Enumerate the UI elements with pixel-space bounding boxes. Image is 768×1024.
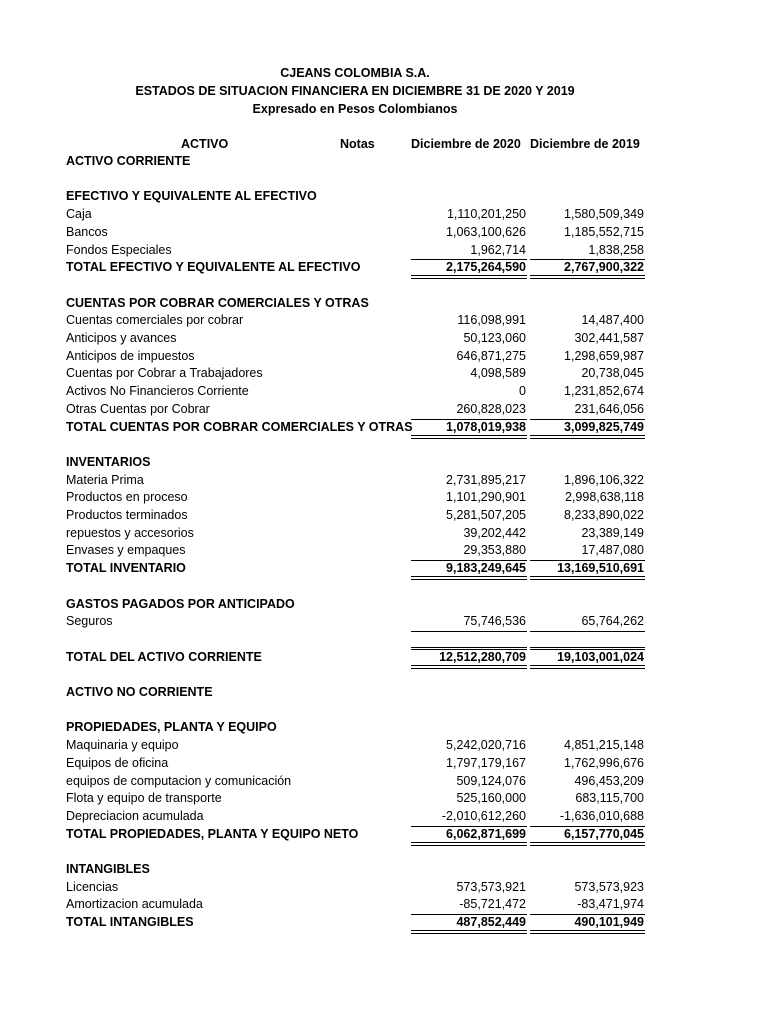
item-row — [0, 488, 768, 506]
value-2020: 487,852,449 — [456, 915, 526, 930]
spacer-row — [0, 276, 768, 294]
row-label: Licencias — [66, 879, 119, 894]
double-underline-rule — [411, 930, 527, 934]
value-2020: 2,175,264,590 — [446, 260, 526, 275]
value-2020: 573,573,921 — [456, 879, 526, 894]
spacer-row — [0, 701, 768, 719]
section-row — [0, 453, 768, 471]
grandtotal-row — [0, 648, 768, 666]
item-row — [0, 772, 768, 790]
item-row — [0, 878, 768, 896]
underline-rule — [411, 647, 527, 648]
value-2019: -83,471,974 — [577, 897, 644, 912]
item-row — [0, 205, 768, 223]
column-header-notas: Notas — [340, 137, 375, 151]
item-row — [0, 506, 768, 524]
value-2020: 1,797,179,167 — [446, 755, 526, 770]
column-header-activo: ACTIVO — [181, 137, 229, 151]
row-label: Maquinaria y equipo — [66, 738, 179, 753]
total-row — [0, 913, 768, 931]
value-2020: 9,183,249,645 — [446, 561, 526, 576]
section-row — [0, 294, 768, 312]
row-label: TOTAL EFECTIVO Y EQUIVALENTE AL EFECTIVO — [66, 260, 361, 275]
underline-rule — [530, 914, 645, 915]
row-label: ACTIVO NO CORRIENTE — [66, 685, 213, 699]
value-2019: -1,636,010,688 — [559, 808, 644, 823]
value-2020: -85,721,472 — [459, 897, 526, 912]
item-row — [0, 364, 768, 382]
underline-rule — [411, 631, 527, 632]
item-row — [0, 311, 768, 329]
value-2020: 116,098,991 — [457, 313, 526, 328]
underline-rule — [411, 419, 527, 420]
value-2020: 1,110,201,250 — [446, 207, 526, 222]
value-2019: 1,580,509,349 — [564, 207, 644, 222]
item-row — [0, 541, 768, 559]
spacer-row — [0, 842, 768, 860]
value-2020: 0 — [519, 384, 526, 399]
value-2019: 3,099,825,749 — [564, 419, 644, 434]
item-row — [0, 347, 768, 365]
row-label: TOTAL CUENTAS POR COBRAR COMERCIALES Y OTRAS — [66, 419, 413, 434]
spacer-row — [0, 170, 768, 188]
section-row — [0, 595, 768, 613]
row-label: Flota y equipo de transporte — [66, 791, 222, 806]
row-label: Seguros — [66, 614, 113, 629]
value-2020: 50,123,060 — [463, 331, 526, 345]
value-2019: 573,573,923 — [574, 879, 644, 894]
value-2020: 4,098,589 — [470, 366, 526, 381]
item-row — [0, 754, 768, 772]
value-2020: 29,353,880 — [463, 543, 526, 558]
row-label: equipos de computacion y comunicación — [66, 773, 292, 788]
row-label: CUENTAS POR COBRAR COMERCIALES Y OTRAS — [66, 295, 369, 310]
value-2019: 231,646,056 — [574, 401, 644, 416]
value-2019: 17,487,080 — [581, 543, 644, 558]
underline-rule — [411, 826, 527, 827]
value-2019: 683,115,700 — [575, 791, 644, 806]
section-row — [0, 860, 768, 878]
value-2020: -2,010,612,260 — [441, 808, 526, 823]
item-row — [0, 382, 768, 400]
underline-rule — [530, 649, 645, 650]
item-row — [0, 471, 768, 489]
value-2019: 13,169,510,691 — [557, 561, 644, 576]
row-label: GASTOS PAGADOS POR ANTICIPADO — [66, 596, 295, 611]
value-2020: 525,160,000 — [456, 791, 526, 806]
row-label: Anticipos de impuestos — [66, 348, 195, 363]
row-label: PROPIEDADES, PLANTA Y EQUIPO — [66, 720, 277, 735]
double-underline-rule — [530, 930, 645, 934]
underline-rule — [411, 259, 527, 260]
value-2020: 39,202,442 — [463, 525, 526, 540]
row-label: Cuentas por Cobrar a Trabajadores — [66, 366, 263, 381]
item-row — [0, 895, 768, 913]
item-row — [0, 400, 768, 418]
row-label: Equipos de oficina — [66, 755, 169, 770]
underline-rule — [530, 259, 645, 260]
value-2020: 1,101,290,901 — [446, 490, 526, 505]
item-row — [0, 807, 768, 825]
underline-rule — [411, 914, 527, 915]
item-row — [0, 241, 768, 259]
item-row — [0, 789, 768, 807]
value-2019: 490,101,949 — [574, 915, 644, 930]
value-2020: 260,828,023 — [456, 401, 526, 416]
spacer-row — [0, 435, 768, 453]
total-row — [0, 825, 768, 843]
item-row — [0, 524, 768, 542]
row-label: INTANGIBLES — [66, 862, 150, 876]
row-label: Envases y empaques — [66, 543, 186, 558]
value-2020: 12,512,280,709 — [439, 649, 526, 664]
section-row — [0, 718, 768, 736]
row-label: INVENTARIOS — [66, 454, 151, 469]
total-row — [0, 418, 768, 436]
row-label: Anticipos y avances — [66, 331, 177, 345]
row-label: Fondos Especiales — [66, 242, 172, 257]
total-row — [0, 559, 768, 577]
value-2020: 1,063,100,626 — [446, 224, 526, 239]
row-label: Amortizacion acumulada — [66, 897, 203, 912]
value-2019: 14,487,400 — [581, 313, 644, 328]
row-label: Otras Cuentas por Cobrar — [66, 401, 210, 416]
item-row — [0, 329, 768, 347]
main-row — [0, 152, 768, 170]
spacer-row — [0, 577, 768, 595]
value-2020: 5,281,507,205 — [446, 508, 526, 522]
statement-subtitle: Expresado en Pesos Colombianos — [252, 102, 458, 116]
value-2019: 2,998,638,118 — [564, 490, 644, 505]
row-label: Depreciacion acumulada — [66, 808, 204, 823]
value-2019: 19,103,001,024 — [557, 649, 644, 664]
total-row — [0, 258, 768, 276]
value-2019: 496,453,209 — [574, 773, 644, 788]
value-2020: 1,078,019,938 — [446, 419, 526, 434]
company-name: CJEANS COLOMBIA S.A. — [280, 66, 430, 80]
row-label: Bancos — [66, 224, 108, 239]
value-2019: 1,896,106,322 — [564, 472, 644, 487]
statement-title: ESTADOS DE SITUACION FINANCIERA EN DICIEMBRE 31 DE 2020 Y 2019 — [135, 84, 575, 98]
value-2019: 23,389,149 — [581, 525, 644, 540]
value-2019: 1,185,552,715 — [564, 224, 644, 239]
value-2020: 5,242,020,716 — [446, 738, 526, 753]
value-2019: 1,838,258 — [588, 242, 644, 257]
row-label: TOTAL DEL ACTIVO CORRIENTE — [66, 649, 262, 664]
value-2020: 646,871,275 — [456, 348, 526, 363]
value-2019: 6,157,770,045 — [564, 826, 644, 841]
column-header-2020: Diciembre de 2020 — [411, 137, 521, 151]
spacer-row — [0, 665, 768, 683]
underline-rule — [530, 826, 645, 827]
row-label: repuestos y accesorios — [66, 525, 194, 540]
row-label: ACTIVO CORRIENTE — [66, 154, 191, 168]
row-label: Productos en proceso — [66, 490, 188, 505]
value-2019: 8,233,890,022 — [564, 508, 644, 522]
column-header-2019: Diciembre de 2019 — [530, 137, 640, 151]
value-2019: 2,767,900,322 — [564, 260, 644, 275]
value-2019: 4,851,215,148 — [564, 738, 644, 753]
underline-rule — [530, 419, 645, 420]
row-label: Activos No Financieros Corriente — [66, 384, 249, 399]
item-row — [0, 736, 768, 754]
value-2020: 6,062,871,699 — [446, 826, 526, 841]
row-label: TOTAL INTANGIBLES — [66, 915, 194, 930]
row-label: TOTAL INVENTARIO — [66, 561, 186, 576]
underline-rule — [411, 560, 527, 561]
value-2019: 1,231,852,674 — [564, 384, 644, 399]
underline-rule — [411, 649, 527, 650]
row-label: EFECTIVO Y EQUIVALENTE AL EFECTIVO — [66, 189, 317, 204]
value-2019: 65,764,262 — [581, 614, 644, 629]
value-2019: 1,298,659,987 — [564, 348, 644, 363]
row-label: Cuentas comerciales por cobrar — [66, 313, 244, 328]
underline-rule — [530, 560, 645, 561]
item-row — [0, 223, 768, 241]
underline-rule — [530, 647, 645, 648]
value-2020: 75,746,536 — [463, 614, 526, 629]
value-2020: 2,731,895,217 — [446, 472, 526, 487]
underline-rule — [530, 631, 645, 632]
value-2019: 1,762,996,676 — [564, 755, 644, 770]
value-2019: 302,441,587 — [574, 331, 644, 345]
main-row — [0, 683, 768, 701]
row-label: Materia Prima — [66, 472, 144, 487]
value-2019: 20,738,045 — [581, 366, 644, 381]
item-row — [0, 612, 768, 630]
value-2020: 509,124,076 — [456, 773, 526, 788]
row-label: TOTAL PROPIEDADES, PLANTA Y EQUIPO NETO — [66, 826, 359, 841]
section-row — [0, 187, 768, 205]
row-label: Productos terminados — [66, 508, 188, 522]
spacer-row — [0, 630, 768, 648]
value-2020: 1,962,714 — [470, 242, 526, 257]
row-label: Caja — [66, 207, 92, 222]
